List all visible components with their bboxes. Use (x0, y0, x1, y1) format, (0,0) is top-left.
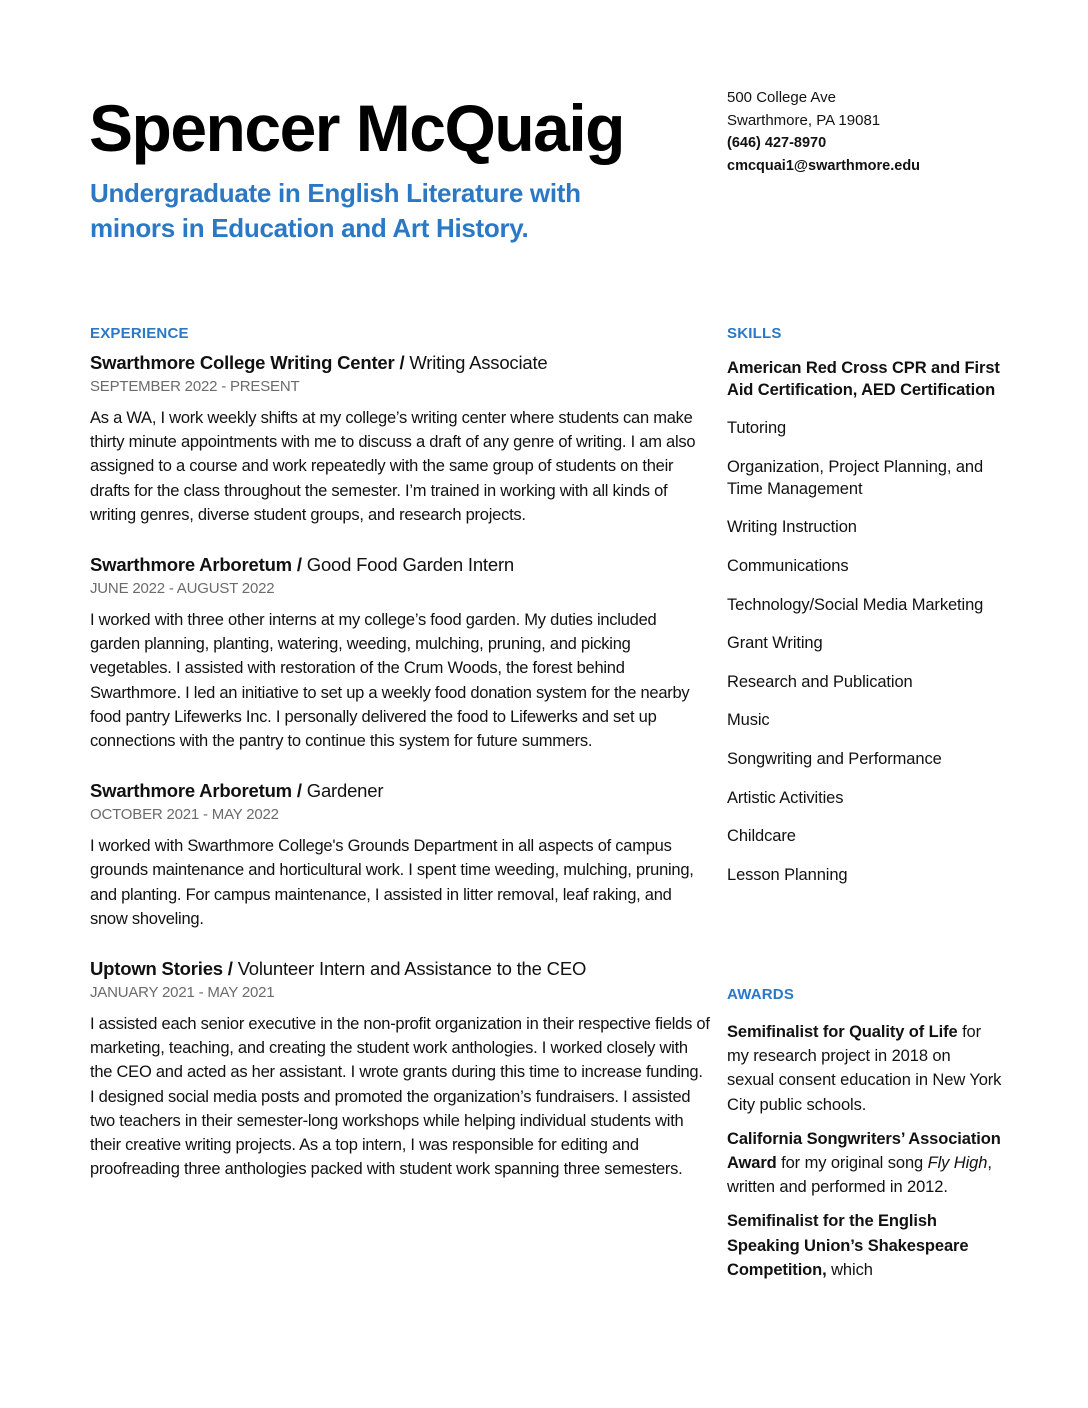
skill-item: Lesson Planning (727, 865, 848, 884)
experience-section (90, 325, 710, 1207)
award-title: Semifinalist for the English Speaking Union’s Shakespeare Competition, (727, 1212, 969, 1279)
skill-item: Grant Writing (727, 634, 823, 653)
job-description: I assisted each senior executive in the non-profit organization in their respective fields of marketing, teaching, and creating the student work anthologies. I worked closely with the CEO and acted as her assistant. I wrote grants during this time to increase funding. I designed social media posts and promoted the organization’s fundraisers. I assisted two teachers in their semester-long workshops while helping individual students with their creative writing projects. As a top intern, I was responsible for editing and proofreading three anthologies packed with student work spanning three semesters. (90, 1015, 710, 1179)
award-item (727, 1020, 1002, 1117)
skill-item: Artistic Activities (727, 788, 844, 807)
job-role: Writing Associate (404, 352, 548, 373)
skill-item: Tutoring (727, 419, 787, 438)
experience-heading: EXPERIENCE (90, 325, 189, 342)
award-detail: which (826, 1260, 873, 1279)
job-org: Uptown Stories / (90, 958, 233, 980)
award-title: California Songwriters’ Association Award (727, 1129, 1001, 1173)
tagline-line-2: minors in Education and Art History. (90, 213, 529, 243)
award-detail: , written and performed in 2012. (727, 1154, 992, 1197)
skill-item: Organization, Project Planning, and Time Management (727, 457, 984, 498)
tagline (90, 176, 650, 246)
address-line-1: 500 College Ave (727, 89, 836, 106)
skills-list (727, 358, 1007, 887)
award-item (727, 1209, 1002, 1282)
candidate-name: Spencer McQuaig (89, 91, 624, 165)
job-title (90, 351, 710, 375)
skill-item: Songwriting and Performance (727, 749, 942, 768)
award-detail: for my research project in 2018 on sexual consent education in New York City public schools. (727, 1023, 1002, 1114)
phone: (646) 427-8970 (727, 135, 827, 151)
skill-item: Communications (727, 556, 849, 575)
job-role: Volunteer Intern and Assistance to the CEO (232, 958, 587, 980)
job-entry (90, 553, 710, 753)
award-title: Semifinalist for Quality of Life (727, 1023, 958, 1041)
job-role: Gardener (301, 780, 384, 802)
award-item (727, 1127, 1002, 1200)
job-entry (90, 779, 710, 931)
skill-item: Writing Instruction (727, 518, 857, 537)
email: cmcquai1@swarthmore.edu (727, 157, 921, 174)
job-description: As a WA, I work weekly shifts at my college’s writing center where students can make thirty minute appointments with me to discuss a draft of any genre of writing. I am also assigned to a course and work repeatedly with the same group of students on their drafts for the class throughout the semester. I’m trained in working with all kinds of writing genres, diverse student groups, and research projects. (90, 409, 696, 524)
awards-heading: AWARDS (727, 986, 795, 1003)
job-title (90, 957, 710, 981)
skills-heading: SKILLS (727, 325, 782, 342)
job-org: Swarthmore College Writing Center / (90, 352, 405, 373)
award-detail: for my original song (776, 1154, 928, 1173)
job-role: Good Food Garden Intern (301, 554, 515, 576)
skill-item: Childcare (727, 827, 796, 846)
job-dates: JANUARY 2021 - MAY 2021 (90, 984, 275, 1002)
song-title: Fly High (927, 1154, 988, 1173)
job-entry (90, 351, 710, 527)
job-title (90, 779, 710, 803)
skill-item: Technology/Social Media Marketing (727, 595, 984, 614)
awards-list (727, 1020, 1002, 1292)
job-title (90, 553, 710, 577)
job-description: I worked with Swarthmore College's Grounds Department in all aspects of campus grounds maintenance and horticultural work. I spent time weeding, mulching, pruning, and planting. For campus maintenance, I assisted in litter removal, leaf raking, and snow shoveling. (90, 837, 694, 928)
contact-block (727, 87, 920, 177)
job-entry (90, 957, 710, 1181)
job-org: Swarthmore Arboretum / (90, 780, 302, 802)
tagline-line-1: Undergraduate in English Literature with (90, 178, 581, 208)
skills-section (727, 325, 1007, 903)
job-description: I worked with three other interns at my college’s food garden. My duties included garden planning, planting, watering, weeding, mulching, pruning, and picking vegetables. I assisted with restoration of the Crum Woods, the forest behind Swarthmore. I led an initiative to set up a weekly food donation system for the nearby food pantry Lifewerks Inc. I personally delivered the food to Lifewerks and set up connections with the pantry to continue this system for future summers. (90, 611, 690, 751)
address-line-2: Swarthmore, PA 19081 (727, 111, 881, 129)
skill-item: American Red Cross CPR and First Aid Certification, AED Certification (727, 359, 1000, 399)
skill-item: Music (727, 711, 770, 730)
skill-item: Research and Publication (727, 672, 913, 691)
job-dates: SEPTEMBER 2022 - PRESENT (90, 378, 300, 395)
job-dates: OCTOBER 2021 - MAY 2022 (90, 806, 279, 824)
job-org: Swarthmore Arboretum / (90, 554, 302, 576)
job-dates: JUNE 2022 - AUGUST 2022 (90, 580, 275, 598)
